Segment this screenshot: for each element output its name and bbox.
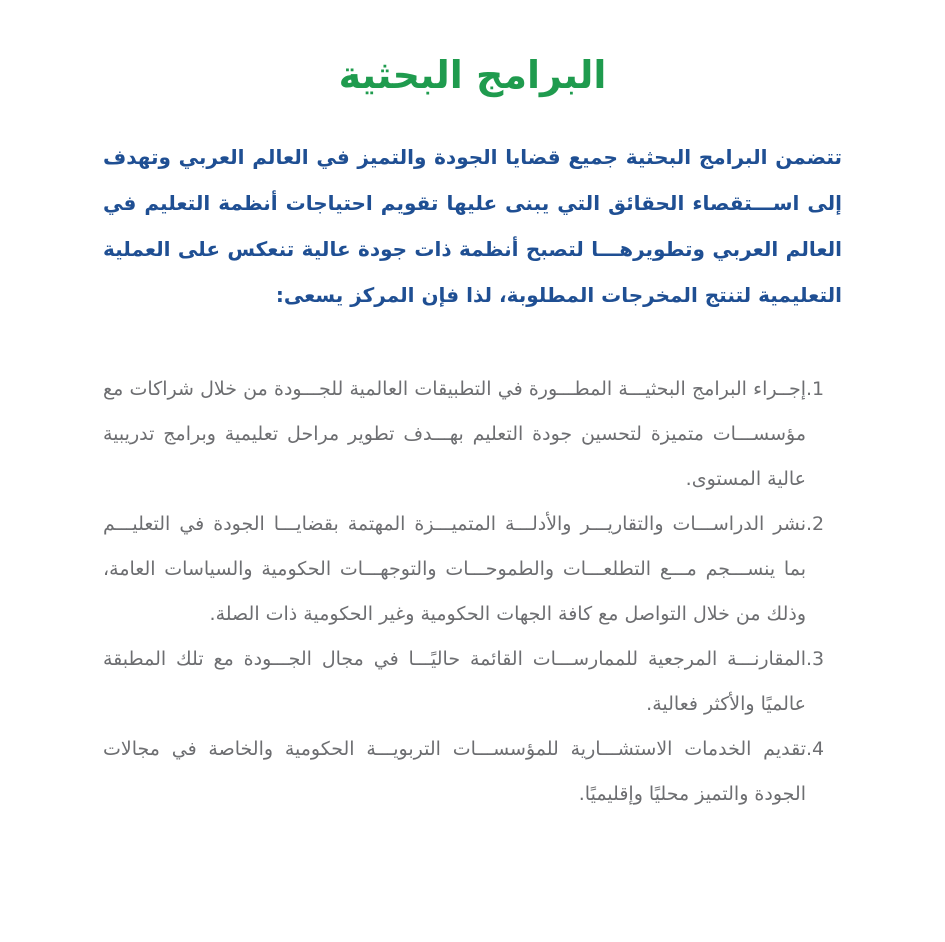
list-item bbox=[103, 727, 842, 817]
list-item bbox=[103, 367, 842, 502]
item-text: نشر الدراســـات والتقاريـــر والأدلـــة المتميـــزة المهتمة بقضايـــا الجودة في التعليـــم بما ينســـجم مـــع التطلعـــات والطموحـــات والتوجهـــات الحكومية والسياسات العامة، وذلك من خلال التواصل مع كافة الجهات الحكومية وغير الحكومية ذات الصلة. bbox=[103, 513, 806, 625]
item-number: .1 bbox=[806, 378, 825, 400]
item-number: .3 bbox=[806, 648, 825, 670]
item-text: المقارنـــة المرجعية للممارســـات القائمة حاليًـــا في مجال الجـــودة مع تلك المطبقة عالميًا والأكثر فعالية. bbox=[103, 648, 806, 715]
list-item bbox=[103, 637, 842, 727]
item-text: إجــراء البرامج البحثيـــة المطـــورة في التطبيقات العالمية للجـــودة من خلال شراكات مع مؤسســـات متميزة لتحسين جودة التعليم بهـــدف تطوير مراحل تعليمية وبرامج تدريبية عالية المستوى. bbox=[103, 378, 806, 490]
item-number: .2 bbox=[806, 513, 825, 535]
item-text: تقديم الخدمات الاستشـــارية للمؤسســـات التربويـــة الحكومية والخاصة في مجالات الجودة والتميز محليًا وإقليميًا. bbox=[103, 738, 806, 805]
objectives-list bbox=[103, 367, 842, 817]
page-title: البرامج البحثية bbox=[338, 53, 607, 97]
list-item bbox=[103, 502, 842, 637]
intro-paragraph: تتضمن البرامج البحثية جميع قضايا الجودة والتميز في العالم العربي وتهدف إلى اســـتقصاء الحقائق التي يبنى عليها تقويم احتياجات أنظمة التعليم في العالم العربي وتطويرهـــا لتصبح أنظمة ذات جودة عالية تنعكس على العملية التعليمية لتنتج المخرجات المطلوبة، لذا فإن المركز يسعى: bbox=[103, 145, 842, 307]
item-number: .4 bbox=[806, 738, 825, 760]
